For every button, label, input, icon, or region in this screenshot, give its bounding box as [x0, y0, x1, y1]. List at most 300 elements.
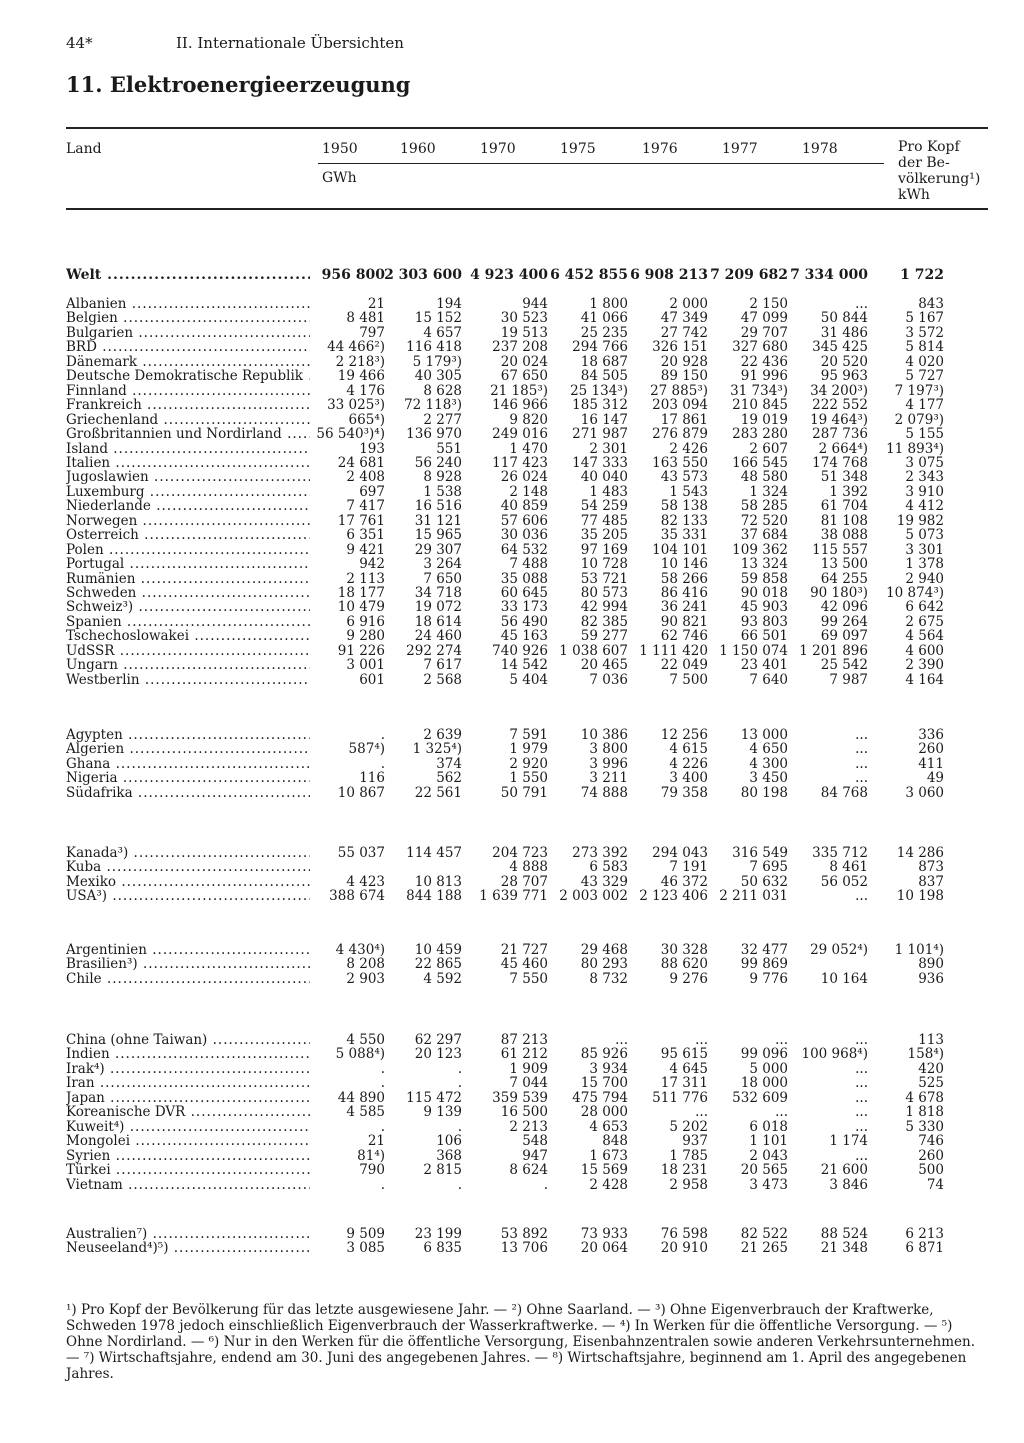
- table-row: [0, 1105, 1024, 1120]
- value-cell: 4 423: [346, 873, 385, 890]
- value-cell: 10 813: [414, 873, 462, 890]
- per-capita-cell: 3 060: [905, 784, 944, 801]
- value-cell: 25 542: [820, 657, 868, 674]
- country-name: Irak⁴) .....: [66, 1062, 310, 1077]
- value-cell: 20 465: [580, 657, 628, 674]
- value-cell: 4 300: [749, 755, 788, 772]
- country-name: Italien .....: [66, 456, 310, 471]
- per-capita-cell: 5 167: [905, 310, 944, 327]
- value-cell: 7 036: [589, 671, 628, 688]
- value-cell: .: [380, 1176, 385, 1193]
- value-cell: 50 791: [500, 784, 548, 801]
- value-cell: 601: [359, 671, 385, 688]
- value-cell: 18 000: [740, 1075, 788, 1092]
- country-name: Brasilien³) .....: [66, 957, 310, 972]
- value-cell: 18 687: [580, 353, 628, 370]
- per-capita-cell: 158⁴): [907, 1046, 944, 1063]
- per-capita-cell: 3 910: [905, 483, 944, 500]
- country-name: Schweden .....: [66, 586, 310, 601]
- value-cell: 10 164: [820, 970, 868, 987]
- value-cell: 69 097: [820, 628, 868, 645]
- table-row: [0, 1120, 1024, 1135]
- value-cell: ...: [855, 1147, 868, 1164]
- value-cell: 326 151: [652, 339, 708, 356]
- value-cell: 55 037: [337, 845, 385, 861]
- value-cell: 61 704: [820, 498, 868, 515]
- value-cell: 50 632: [740, 873, 788, 890]
- value-cell: .: [380, 1118, 385, 1135]
- value-cell: 7 650: [423, 570, 462, 587]
- value-cell: 56 240: [414, 454, 462, 471]
- value-cell: 56 540³)⁴): [316, 426, 385, 443]
- value-cell: 43 573: [660, 469, 708, 486]
- value-cell: 45 903: [740, 599, 788, 616]
- value-cell: 1 673: [589, 1147, 628, 1164]
- value-cell: ...: [855, 770, 868, 787]
- value-cell: 38 088: [820, 527, 868, 544]
- value-cell: 14 542: [500, 657, 548, 674]
- value-cell: 7 550: [509, 970, 548, 987]
- value-cell: 697: [359, 483, 385, 500]
- value-cell: 81 108: [820, 512, 868, 529]
- value-cell: 15 152: [414, 310, 462, 327]
- per-capita-cell: 936: [918, 970, 944, 987]
- country-name: Kuweit⁴) .....: [66, 1120, 310, 1135]
- value-cell: 88 620: [660, 956, 708, 973]
- value-cell: 82 133: [660, 512, 708, 529]
- country-name: Neuseeland⁴)⁵) .....: [66, 1241, 310, 1256]
- value-cell: 8 628: [423, 382, 462, 399]
- value-cell: 249 016: [492, 426, 548, 443]
- value-cell: 40 040: [580, 469, 628, 486]
- value-cell: 34 200³): [810, 382, 868, 399]
- value-cell: 2 426: [669, 440, 708, 457]
- country-name: BRD .....: [66, 340, 310, 355]
- col-header-year: 1975: [560, 141, 596, 157]
- value-cell: 18 231: [660, 1162, 708, 1179]
- value-cell: 7 191: [669, 859, 708, 876]
- country-name: Syrien .....: [66, 1149, 310, 1164]
- value-cell: 1 543: [669, 483, 708, 500]
- value-cell: 6 351: [346, 527, 385, 544]
- per-capita-cell: 3 572: [905, 324, 944, 341]
- year-span-rule: [318, 163, 884, 164]
- value-cell: 9 776: [749, 970, 788, 987]
- country-name: Tschechoslowakei .....: [66, 629, 310, 644]
- value-cell: ...: [855, 741, 868, 758]
- col-header-year: 1970: [480, 141, 516, 157]
- per-capita-cell: 4 412: [905, 498, 944, 515]
- value-cell: 359 539: [492, 1089, 548, 1106]
- table-title: 11. Elektroenergieerzeugung: [66, 72, 411, 97]
- value-cell: 2 148: [509, 483, 548, 500]
- value-cell: 13 500: [820, 556, 868, 573]
- value-cell: ...: [855, 1060, 868, 1077]
- value-cell: 4 615: [669, 741, 708, 758]
- footnotes: [66, 1302, 986, 1382]
- country-name: Chile .....: [66, 972, 310, 987]
- value-cell: 10 867: [337, 784, 385, 801]
- value-cell: 23 401: [740, 657, 788, 674]
- col-header-land: Land: [66, 141, 102, 157]
- value-cell: 1 324: [749, 483, 788, 500]
- value-cell: 194: [436, 296, 462, 312]
- value-cell: 2 664⁴): [818, 440, 868, 457]
- value-cell: 4 657: [423, 324, 462, 341]
- value-cell: 82 522: [740, 1226, 788, 1242]
- value-cell: 43 329: [580, 873, 628, 890]
- value-cell: 790: [359, 1162, 385, 1179]
- per-capita-cell: 11 893⁴): [886, 440, 944, 457]
- value-cell: 1 483: [589, 483, 628, 500]
- value-cell: ...: [855, 1118, 868, 1135]
- per-capita-cell: 1 101⁴): [894, 942, 944, 958]
- value-cell: 2 003 002: [559, 888, 628, 905]
- value-cell: 84 505: [580, 368, 628, 385]
- value-cell: 9 139: [423, 1104, 462, 1121]
- value-cell: 2 303 600: [384, 267, 462, 283]
- value-cell: 475 794: [572, 1089, 628, 1106]
- value-cell: 21 185³): [490, 382, 548, 399]
- value-cell: 59 277: [580, 628, 628, 645]
- value-cell: 80 573: [580, 585, 628, 601]
- value-cell: 13 706: [500, 1240, 548, 1257]
- value-cell: 9 280: [346, 628, 385, 645]
- value-cell: 44 890: [337, 1089, 385, 1106]
- value-cell: 29 707: [740, 324, 788, 341]
- value-cell: 89 150: [660, 368, 708, 385]
- value-cell: 82 385: [580, 613, 628, 630]
- value-cell: 46 372: [660, 873, 708, 890]
- value-cell: 37 684: [740, 527, 788, 544]
- value-cell: 374: [436, 755, 462, 772]
- footnote-text: ¹) Pro Kopf der Bevölkerung für das letzte ausgewiesene Jahr. — ²) Ohne Saarland. — ³) Ohne Eigenverbrauch der Kraftwerke, Schweden 1978 jedoch einschließlich Eigenverbrauch der Wasserkraftwerke. — ⁴) In Werken für die öffentliche Versorgung. — ⁵) Ohne Nordirland. — ⁶) Nur in den Werken für die öffentliche Versorgung, Eisenbahnzentralen sowie anderen Verkehrsunternehmen. — ⁷) Wirtschaftsjahre, endend am 30. Juni des angegebenen Jahres. — ⁸) Wirtschaftsjahre, beginnend am 1. April des angegebenen Jahres.: [66, 1302, 976, 1382]
- value-cell: 193: [359, 440, 385, 457]
- value-cell: .: [380, 755, 385, 772]
- per-capita-cell: 19 982: [896, 512, 944, 529]
- value-cell: 947: [522, 1147, 548, 1164]
- value-cell: 5 088⁴): [335, 1046, 385, 1063]
- value-cell: 13 000: [740, 727, 788, 743]
- per-capita-cell: 890: [918, 956, 944, 973]
- value-cell: 109 362: [732, 541, 788, 558]
- value-cell: 35 331: [660, 527, 708, 544]
- col-header-year: 1950: [322, 141, 358, 157]
- value-cell: 4 923 400: [470, 267, 548, 283]
- value-cell: 1 150 074: [719, 642, 788, 659]
- value-cell: 7 488: [509, 556, 548, 573]
- value-cell: 316 549: [732, 845, 788, 861]
- value-cell: 33 173: [500, 599, 548, 616]
- value-cell: 1 800: [589, 296, 628, 312]
- country-name: Spanien .....: [66, 615, 310, 630]
- per-capita-cell: 14 286: [896, 845, 944, 861]
- value-cell: 99 869: [740, 956, 788, 973]
- value-cell: .: [457, 1118, 462, 1135]
- value-cell: 13 324: [740, 556, 788, 573]
- value-cell: 21 348: [820, 1240, 868, 1257]
- value-cell: 36 241: [660, 599, 708, 616]
- value-cell: 104 101: [652, 541, 708, 558]
- value-cell: 59 858: [740, 570, 788, 587]
- value-cell: 47 099: [740, 310, 788, 327]
- value-cell: 2 428: [589, 1176, 628, 1193]
- value-cell: 87 213: [500, 1032, 548, 1048]
- value-cell: 294 043: [652, 845, 708, 861]
- value-cell: 7 617: [423, 657, 462, 674]
- section-title: II. Internationale Übersichten: [176, 34, 404, 52]
- value-cell: ...: [855, 296, 868, 312]
- country-name: Griechenland .....: [66, 413, 310, 428]
- value-cell: 6 452 855: [550, 267, 628, 283]
- value-cell: 12 256: [660, 727, 708, 743]
- value-cell: 80 293: [580, 956, 628, 973]
- value-cell: 4 550: [346, 1032, 385, 1048]
- table-row: [0, 889, 1024, 904]
- value-cell: 20 123: [414, 1046, 462, 1063]
- value-cell: 21: [367, 1133, 385, 1150]
- value-cell: 1 909: [509, 1060, 548, 1077]
- value-cell: 22 561: [414, 784, 462, 801]
- value-cell: ...: [855, 888, 868, 905]
- value-cell: 31 486: [820, 324, 868, 341]
- country-name: Argentinien .....: [66, 943, 310, 958]
- country-name: Algerien .....: [66, 742, 310, 757]
- value-cell: 114 457: [406, 845, 462, 861]
- per-capita-cell: 113: [918, 1032, 944, 1048]
- value-cell: 116 418: [406, 339, 462, 356]
- running-header: [66, 34, 404, 52]
- value-cell: 9 276: [669, 970, 708, 987]
- value-cell: 9 820: [509, 411, 548, 428]
- value-cell: 797: [359, 324, 385, 341]
- country-name: Kuba .....: [66, 860, 310, 875]
- value-cell: 551: [436, 440, 462, 457]
- country-name: Nigeria .....: [66, 771, 310, 786]
- value-cell: ...: [695, 1104, 708, 1121]
- value-cell: 80 198: [740, 784, 788, 801]
- value-cell: 292 274: [406, 642, 462, 659]
- country-name: Welt .....: [66, 268, 310, 283]
- value-cell: 2 639: [423, 727, 462, 743]
- per-capita-cell: 4 564: [905, 628, 944, 645]
- value-cell: 185 312: [572, 397, 628, 414]
- value-cell: 2 043: [749, 1147, 788, 1164]
- value-cell: 62 297: [414, 1032, 462, 1048]
- value-cell: 2 903: [346, 970, 385, 987]
- value-cell: 222 552: [812, 397, 868, 414]
- value-cell: 271 987: [572, 426, 628, 443]
- value-cell: 42 096: [820, 599, 868, 616]
- value-cell: 7 417: [346, 498, 385, 515]
- value-cell: 81⁴): [357, 1147, 385, 1164]
- value-cell: 34 718: [414, 585, 462, 601]
- value-cell: 4 645: [669, 1060, 708, 1077]
- value-cell: 18 614: [414, 613, 462, 630]
- value-cell: 20 024: [500, 353, 548, 370]
- per-capita-cell: 1 818: [905, 1104, 944, 1121]
- value-cell: 2 000: [669, 296, 708, 312]
- value-cell: ...: [855, 1032, 868, 1048]
- value-cell: 944: [522, 296, 548, 312]
- value-cell: 31 734³): [730, 382, 788, 399]
- value-cell: 23 199: [414, 1226, 462, 1242]
- country-name: USA³) .....: [66, 889, 310, 904]
- value-cell: 1 785: [669, 1147, 708, 1164]
- value-cell: 50 844: [820, 310, 868, 327]
- country-name: Bulgarien .....: [66, 326, 310, 341]
- value-cell: 1 538: [423, 483, 462, 500]
- value-cell: 9 421: [346, 541, 385, 558]
- value-cell: 100 968⁴): [801, 1046, 868, 1063]
- country-name: Koreanische DVR .....: [66, 1105, 310, 1120]
- value-cell: 3 264: [423, 556, 462, 573]
- value-cell: 106: [436, 1133, 462, 1150]
- value-cell: 5 000: [749, 1060, 788, 1077]
- value-cell: 116: [359, 770, 385, 787]
- value-cell: 61 212: [500, 1046, 548, 1063]
- value-cell: 7 640: [749, 671, 788, 688]
- value-cell: 287 736: [812, 426, 868, 443]
- value-cell: 283 280: [732, 426, 788, 443]
- per-capita-cell: 4 177: [905, 397, 944, 414]
- country-name: UdSSR .....: [66, 644, 310, 659]
- value-cell: 91 226: [337, 642, 385, 659]
- value-cell: 58 285: [740, 498, 788, 515]
- value-cell: 7 209 682: [710, 267, 788, 283]
- value-cell: 22 436: [740, 353, 788, 370]
- value-cell: 345 425: [812, 339, 868, 356]
- value-cell: 40 305: [414, 368, 462, 385]
- value-cell: 28 000: [580, 1104, 628, 1121]
- per-capita-cell: 4 020: [905, 353, 944, 370]
- value-cell: ...: [855, 727, 868, 743]
- country-name: Kanada³) .....: [66, 846, 310, 861]
- value-cell: 5 404: [509, 671, 548, 688]
- value-cell: 4 176: [346, 382, 385, 399]
- value-cell: 9 509: [346, 1226, 385, 1242]
- value-cell: 136 970: [406, 426, 462, 443]
- value-cell: 2 218³): [335, 353, 385, 370]
- value-cell: 7 334 000: [790, 267, 868, 283]
- per-capita-cell: 2 079³): [894, 411, 944, 428]
- value-cell: 51 348: [820, 469, 868, 486]
- value-cell: 54 259: [580, 498, 628, 515]
- value-cell: 29 307: [414, 541, 462, 558]
- value-cell: 17 761: [337, 512, 385, 529]
- country-name: Polen .....: [66, 543, 310, 558]
- value-cell: 532 609: [732, 1089, 788, 1106]
- value-cell: 115 557: [812, 541, 868, 558]
- value-cell: ...: [855, 1104, 868, 1121]
- value-cell: 6 018: [749, 1118, 788, 1135]
- per-capita-cell: 5 330: [905, 1118, 944, 1135]
- country-name: Island .....: [66, 442, 310, 457]
- value-cell: ...: [615, 1032, 628, 1048]
- value-cell: 30 523: [500, 310, 548, 327]
- value-cell: 22 049: [660, 657, 708, 674]
- country-name: Ghana .....: [66, 757, 310, 772]
- value-cell: 2 211 031: [719, 888, 788, 905]
- value-cell: 1 550: [509, 770, 548, 787]
- value-cell: 10 146: [660, 556, 708, 573]
- value-cell: 19 513: [500, 324, 548, 341]
- value-cell: 2 150: [749, 296, 788, 312]
- per-capita-cell: 260: [918, 741, 944, 758]
- value-cell: 64 532: [500, 541, 548, 558]
- country-name: Indien .....: [66, 1047, 310, 1062]
- value-cell: 53 892: [500, 1226, 548, 1242]
- value-cell: 56 052: [820, 873, 868, 890]
- value-cell: 84 768: [820, 784, 868, 801]
- value-cell: ...: [775, 1104, 788, 1121]
- table-row: [0, 557, 1024, 572]
- per-capita-cell: 1 722: [900, 267, 944, 283]
- value-cell: 1 174: [829, 1133, 868, 1150]
- table-row: [0, 369, 1024, 384]
- value-cell: 31 121: [414, 512, 462, 529]
- value-cell: 276 879: [652, 426, 708, 443]
- table-row: [0, 1134, 1024, 1149]
- value-cell: 16 500: [500, 1104, 548, 1121]
- value-cell: 511 776: [652, 1089, 708, 1106]
- value-cell: 294 766: [572, 339, 628, 356]
- value-cell: ...: [855, 1089, 868, 1106]
- country-name: Dänemark .....: [66, 355, 310, 370]
- value-cell: 41 066: [580, 310, 628, 327]
- value-cell: 4 430⁴): [335, 942, 385, 958]
- table-row: [0, 972, 1024, 987]
- per-capita-cell: 500: [918, 1162, 944, 1179]
- value-cell: 2 123 406: [639, 888, 708, 905]
- value-cell: 62 746: [660, 628, 708, 645]
- value-cell: 35 205: [580, 527, 628, 544]
- value-cell: 20 910: [660, 1240, 708, 1257]
- value-cell: 956 800: [321, 267, 385, 283]
- value-cell: 4 592: [423, 970, 462, 987]
- table-top-rule: [66, 127, 988, 129]
- value-cell: 20 928: [660, 353, 708, 370]
- value-cell: 1 470: [509, 440, 548, 457]
- value-cell: 95 963: [820, 368, 868, 385]
- value-cell: 25 235: [580, 324, 628, 341]
- value-cell: 10 728: [580, 556, 628, 573]
- per-capita-cell: 746: [918, 1133, 944, 1150]
- country-name: Finnland .....: [66, 384, 310, 399]
- value-cell: 8 208: [346, 956, 385, 973]
- value-cell: 3 400: [669, 770, 708, 787]
- value-cell: 848: [602, 1133, 628, 1150]
- per-capita-cell: 5 814: [905, 339, 944, 356]
- value-cell: 6 583: [589, 859, 628, 876]
- value-cell: 2 408: [346, 469, 385, 486]
- value-cell: 147 333: [572, 454, 628, 471]
- value-cell: 1 201 896: [799, 642, 868, 659]
- value-cell: .: [457, 1176, 462, 1193]
- value-cell: 20 565: [740, 1162, 788, 1179]
- value-cell: 273 392: [572, 845, 628, 861]
- value-cell: 10 459: [414, 942, 462, 958]
- per-capita-cell: 7 197³): [894, 382, 944, 399]
- value-cell: 19 464³): [810, 411, 868, 428]
- value-cell: 19 019: [740, 411, 788, 428]
- country-name: Jugoslawien .....: [66, 470, 310, 485]
- value-cell: 90 018: [740, 585, 788, 601]
- value-cell: 146 966: [492, 397, 548, 414]
- page-number: 44*: [66, 34, 93, 52]
- value-cell: 45 163: [500, 628, 548, 645]
- value-cell: 7 591: [509, 727, 548, 743]
